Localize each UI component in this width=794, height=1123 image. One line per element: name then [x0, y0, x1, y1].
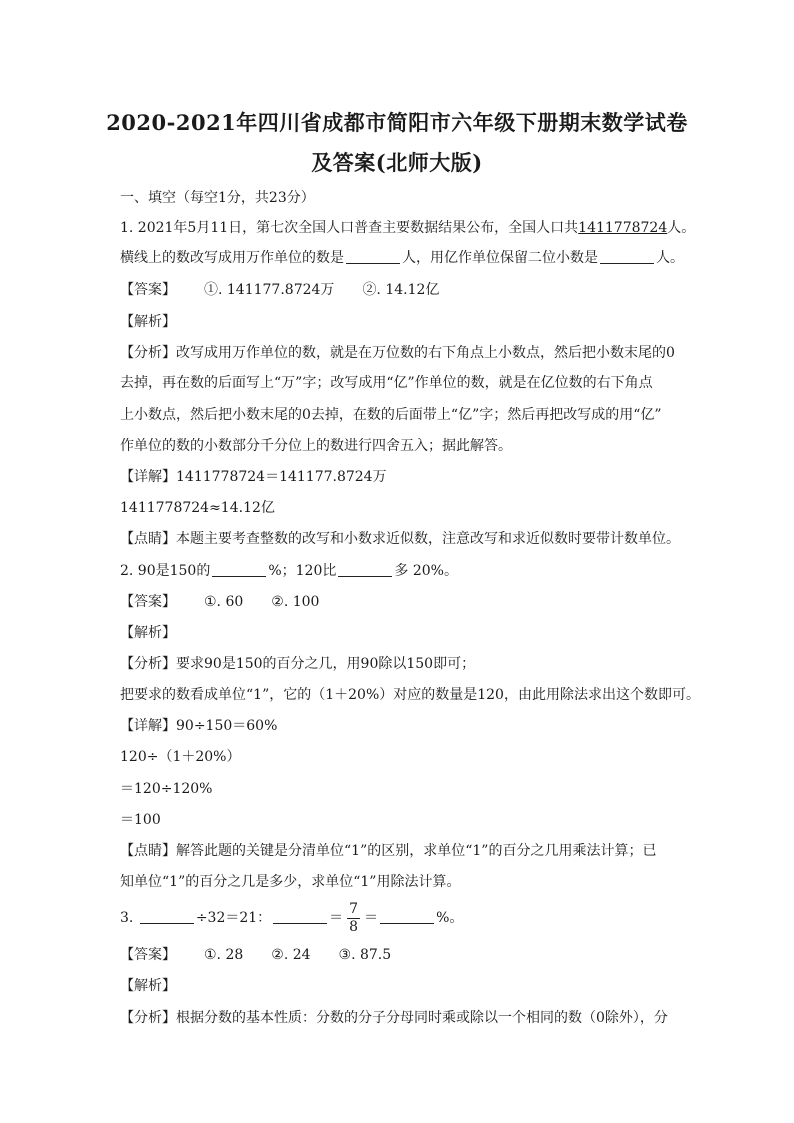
q2-dianjing-2: 知单位“1”的百分之几是多少，求单位“1”用除法计算。 — [120, 874, 461, 890]
answer-blank[interactable] — [273, 909, 327, 924]
answer-item: ②. 14.12亿 — [362, 282, 440, 298]
q1-xiangjie-1: 【详解】1411778724＝141177.8724万 — [120, 469, 387, 485]
answer-blank[interactable] — [600, 249, 654, 264]
answer-item: ①. 60 — [204, 594, 244, 610]
q1-fenxi-1: 【分析】改写成用万作单位的数，就是在万位数的右下角点上小数点，然后把小数末尾的0 — [120, 345, 675, 361]
q2-dianjing-1: 【点睛】解答此题的关键是分清单位“1”的区别，求单位“1”的百分之几用乘法计算；已 — [120, 843, 657, 859]
q2-answer — [120, 592, 319, 612]
q1-population-number: 1411778724 — [578, 220, 668, 236]
answer-blank[interactable] — [338, 562, 392, 577]
answer-item: ②. 100 — [271, 594, 320, 610]
answer-blank[interactable] — [380, 909, 434, 924]
q1-line2-b: 人，用亿作单位保留二位小数是 — [402, 250, 598, 266]
answer-label: 【答案】 — [120, 947, 176, 963]
fraction-denominator: 8 — [349, 918, 359, 935]
q2-text-a: 2. 90是150的 — [120, 563, 211, 579]
q2-xiangjie-2: 120÷（1＋20%） — [120, 749, 241, 765]
q1-text-b: 人。 — [667, 220, 696, 236]
q3-equals: ＝ — [329, 910, 344, 926]
answer-label: 【答案】 — [120, 282, 176, 298]
q1-stem-line1 — [120, 218, 695, 238]
answer-item: ②. 24 — [271, 947, 311, 963]
q1-analysis-label: 【解析】 — [120, 314, 176, 330]
q3-analysis-label: 【解析】 — [120, 978, 176, 994]
q1-xiangjie-2: 1411778724≈14.12亿 — [120, 500, 275, 516]
q2-xiangjie-1: 【详解】90÷150＝60% — [120, 718, 278, 734]
q1-fenxi-3: 上小数点，然后把小数末尾的0去掉，在数的后面带上“亿”字；然后再把改写成的用“亿” — [120, 407, 662, 423]
q1-line2-a: 横线上的数改写成用万作单位的数是 — [120, 250, 344, 266]
answer-item: ③. 87.5 — [338, 947, 392, 963]
q3-stem — [120, 900, 463, 940]
answer-blank[interactable] — [140, 909, 194, 924]
q1-fenxi-2: 去掉，再在数的后面写上“万”字；改写成用“亿”作单位的数，就是在亿位数的右下角点 — [120, 375, 653, 391]
q3-answer — [120, 945, 391, 965]
q3-division: ÷32＝21： — [195, 910, 272, 926]
q2-fenxi-1: 【分析】要求90是150的百分之几，用90除以150即可； — [120, 656, 476, 672]
answer-blank[interactable] — [346, 249, 400, 264]
q2-xiangjie-3: ＝120÷120% — [120, 781, 213, 797]
q2-analysis-label: 【解析】 — [120, 625, 176, 641]
q3-fenxi-1: 【分析】根据分数的基本性质：分数的分子分母同时乘或除以一个相同的数（0除外），分 — [120, 1010, 668, 1026]
section-heading: 一、填空（每空1分，共23分） — [120, 190, 315, 206]
q1-answer — [120, 280, 439, 300]
q1-stem-line2 — [120, 248, 684, 268]
answer-item: ①. 141177.8724万 — [204, 282, 335, 298]
q2-text-b: %；120比 — [268, 563, 337, 579]
answer-item: ①. 28 — [204, 947, 244, 963]
q3-equals: ＝ — [364, 910, 379, 926]
q1-fenxi-4: 作单位的数的小数部分千分位上的数进行四舍五入；据此解答。 — [120, 438, 512, 454]
doc-title-line2: 及答案(北师大版) — [311, 150, 483, 175]
q2-fenxi-2: 把要求的数看成单位“1”，它的（1＋20%）对应的数量是120，由此用除法求出这个数即可。 — [120, 687, 700, 703]
answer-blank[interactable] — [212, 562, 266, 577]
q1-text-a: 1. 2021年5月11日，第七次全国人口普查主要数据结果公布，全国人口共 — [120, 220, 579, 236]
fraction-numerator: 7 — [349, 900, 359, 917]
q2-text-c: 多 20%。 — [394, 563, 458, 579]
q3-percent: %。 — [436, 910, 464, 926]
doc-title-line1: 2020-2021年四川省成都市简阳市六年级下册期末数学试卷 — [106, 110, 688, 135]
fraction-7-8 — [347, 901, 360, 936]
q2-stem — [120, 561, 458, 581]
q1-line2-c: 人。 — [656, 250, 684, 266]
answer-label: 【答案】 — [120, 594, 176, 610]
q2-xiangjie-4: ＝100 — [120, 812, 161, 828]
q1-dianjing: 【点睛】本题主要考查整数的改写和小数求近似数，注意改写和求近似数时要带计数单位。 — [120, 531, 680, 547]
q3-number: 3. — [120, 910, 134, 926]
